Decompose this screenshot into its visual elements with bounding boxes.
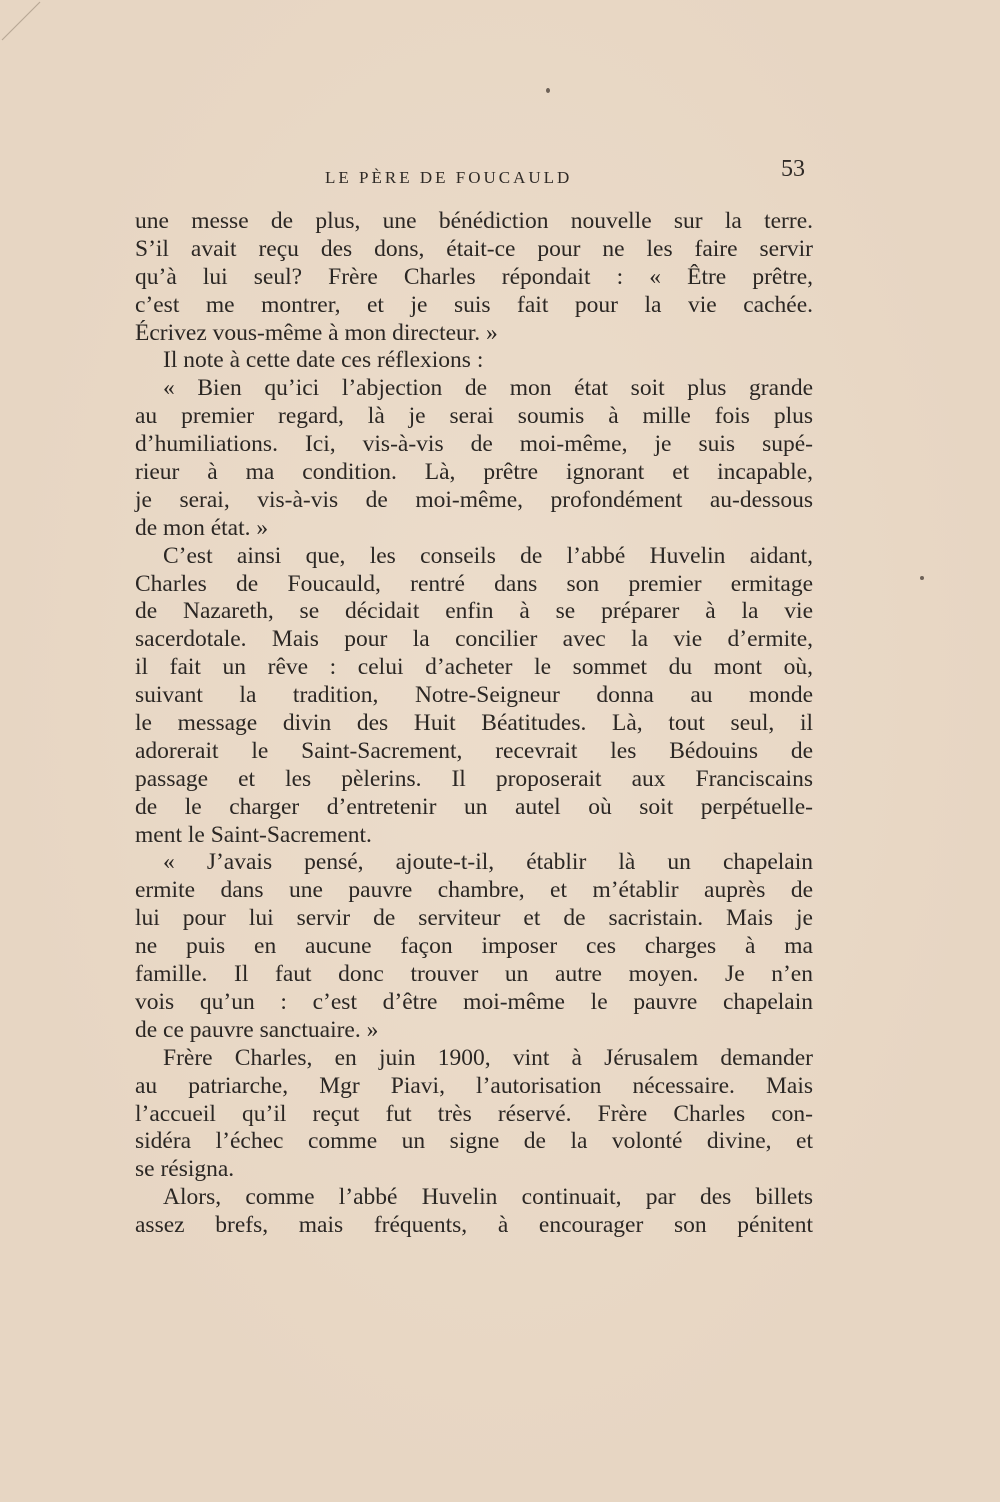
text-line: ne puis en aucune façon imposer ces charges à ma: [135, 933, 813, 960]
text-line: famille. Il faut donc trouver un autre moyen. Je n’en: [135, 961, 813, 988]
page-corner-mark: [0, 0, 60, 50]
text-line: d’humiliations. Ici, vis-à-vis de moi-même, je suis supé-: [135, 431, 813, 458]
text-line: Écrivez vous-même à mon directeur. »: [135, 319, 498, 346]
running-title: LE PÈRE DE FOUCAULD: [325, 168, 573, 187]
text-line: ment le Saint-Sacrement.: [135, 821, 372, 848]
text-line: se résigna.: [135, 1156, 235, 1183]
text-line: suivant la tradition, Notre-Seigneur donna au monde: [135, 682, 813, 709]
text-line: sacerdotale. Mais pour la concilier avec la vie d’ermite,: [135, 626, 813, 653]
text-line: qu’à lui seul? Frère Charles répondait : « Être prêtre,: [135, 263, 813, 290]
text-line: au patriarche, Mgr Piavi, l’autorisation nécessaire. Mais: [135, 1072, 813, 1099]
text-line: de le charger d’entretenir un autel où soit perpétuelle-: [135, 793, 813, 820]
page-number: 53: [781, 156, 805, 182]
text-line: vois qu’un : c’est d’être moi-même le pauvre chapelain: [135, 988, 813, 1015]
text-line: de mon état. »: [135, 514, 269, 541]
text-line: C’est ainsi que, les conseils de l’abbé Huvelin aidant,: [163, 542, 813, 569]
text-line: ermite dans une pauvre chambre, et m’établir auprès de: [135, 877, 813, 904]
text-line: le message divin des Huit Béatitudes. Là, tout seul, il: [135, 710, 813, 737]
text-line: Alors, comme l’abbé Huvelin continuait, par des billets: [163, 1184, 813, 1211]
text-line: l’accueil qu’il reçut fut très réservé. Frère Charles con-: [135, 1100, 813, 1127]
text-line: Frère Charles, en juin 1900, vint à Jérusalem demander: [163, 1044, 813, 1071]
body-text: [135, 208, 813, 1240]
text-line: rieur à ma condition. Là, prêtre ignorant et incapable,: [135, 459, 813, 486]
text-line: je serai, vis-à-vis de moi-même, profondément au-dessous: [135, 486, 813, 513]
text-line: sidéra l’échec comme un signe de la volonté divine, et: [135, 1128, 813, 1155]
running-head: [135, 156, 815, 190]
text-line: de Nazareth, se décidait enfin à se préparer à la vie: [135, 598, 813, 625]
ink-speck: [920, 576, 924, 580]
text-line: « J’avais pensé, ajoute-t-il, établir là un chapelain: [163, 849, 813, 876]
text-line: passage et les pèlerins. Il proposerait aux Franciscains: [135, 765, 813, 792]
ink-speck: [546, 88, 550, 93]
text-line: S’il avait reçu des dons, était-ce pour ne les faire servir: [135, 235, 813, 262]
text-line: adorerait le Saint-Sacrement, recevrait les Bédouins de: [135, 737, 813, 764]
text-line: au premier regard, là je serai soumis à mille fois plus: [135, 403, 813, 430]
text-line: Charles de Foucauld, rentré dans son premier ermitage: [135, 570, 813, 597]
text-line: de ce pauvre sanctuaire. »: [135, 1016, 379, 1043]
text-line: « Bien qu’ici l’abjection de mon état soit plus grande: [163, 375, 813, 402]
text-line: il fait un rêve : celui d’acheter le sommet du mont où,: [135, 654, 813, 681]
text-line: c’est me montrer, et je suis fait pour la vie cachée.: [135, 291, 813, 318]
text-line: lui pour lui servir de serviteur et de sacristain. Mais je: [135, 905, 813, 932]
text-line: Il note à cette date ces réflexions :: [163, 347, 484, 374]
text-line: assez brefs, mais fréquents, à encourager son pénitent: [135, 1212, 813, 1239]
text-line: une messe de plus, une bénédiction nouvelle sur la terre.: [135, 208, 813, 234]
